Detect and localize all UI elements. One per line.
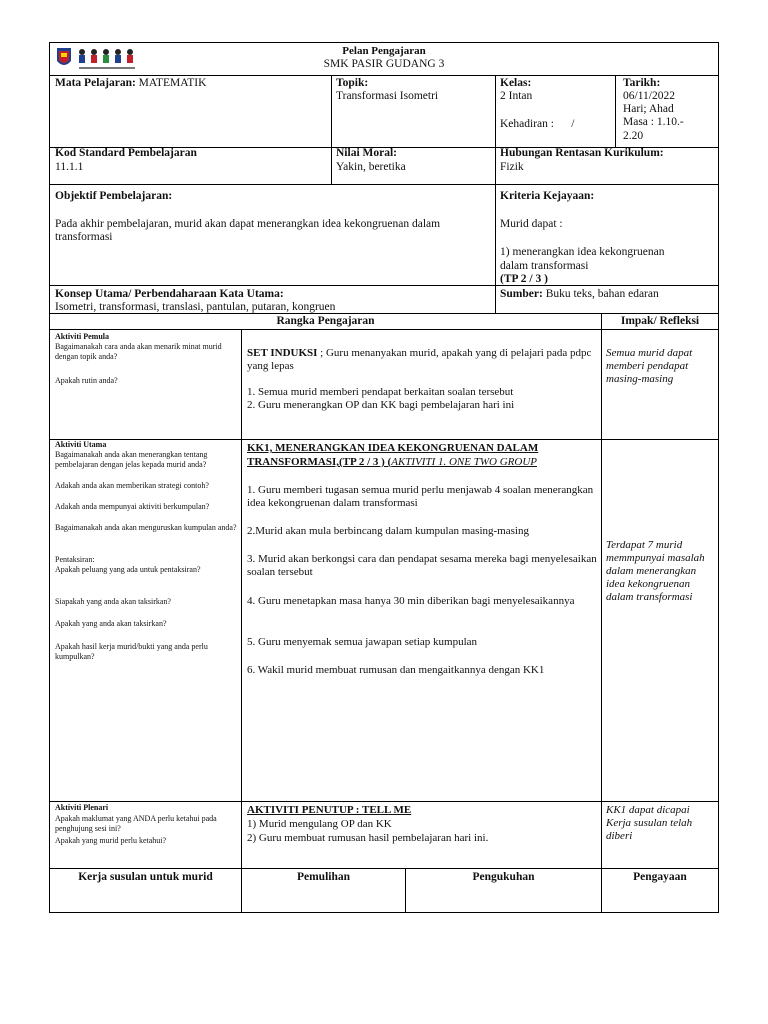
- utama-step3: 3. Murid akan berkongsi cara dan pendapat sesama mereka bagi menyelesaikan soalan tersebut: [247, 553, 597, 578]
- plan-title: Pelan Pengajaran: [342, 45, 426, 57]
- kriteria-label: Kriteria Kejayaan:: [500, 190, 595, 202]
- school-name: SMK PASIR GUDANG 3: [323, 58, 445, 70]
- kriteria-line3: dalam transformasi: [500, 260, 589, 272]
- pemula-step2: 2. Guru menerangkan OP dan KK bagi pembelajaran hari ini: [247, 399, 515, 411]
- utama-q2: Adakah anda akan memberikan strategi contoh?: [55, 481, 209, 490]
- utama-step1: 1. Guru memberi tugasan semua murid perlu menjawab 4 soalan menerangkan idea kekongruenan dalam transformasi: [247, 484, 594, 509]
- konsep-value: Isometri, transformasi, translasi, pantulan, putaran, kongruen: [55, 301, 336, 313]
- children-icon: [79, 49, 133, 63]
- pemulihan-header: Pemulihan: [296, 871, 351, 883]
- utama-q4: Bagaimanakah anda akan menguruskan kumpulan anda?: [55, 523, 237, 532]
- penutup-line1: 1) Murid mengulang OP dan KK: [247, 818, 392, 830]
- pemula-title: Aktiviti Pemula: [55, 332, 109, 341]
- utama-q7: Siapakah yang anda akan taksirkan?: [55, 597, 171, 606]
- kriteria-line4: (TP 2 / 3 ): [500, 273, 548, 285]
- nilai-value: Yakin, beretika: [336, 161, 406, 173]
- utama-title: Aktiviti Utama: [55, 440, 107, 449]
- plenari-title: Aktiviti Plenari: [55, 803, 109, 812]
- pemula-step1: 1. Semua murid memberi pendapat berkaitan soalan tersebut: [247, 386, 514, 398]
- topik-value: Transformasi Isometri: [336, 90, 439, 102]
- crest-icon: [57, 48, 71, 65]
- school-logo: [55, 45, 143, 73]
- pemula-q2: Apakah rutin anda?: [55, 376, 118, 385]
- masa: Masa : 1.10.-: [623, 116, 684, 128]
- tarikh-value: 06/11/2022: [623, 90, 675, 102]
- plenari-q2: Apakah yang murid perlu ketahui?: [55, 836, 167, 845]
- mata-pelajaran: Mata Pelajaran: MATEMATIK: [55, 77, 207, 89]
- pemula-impak: Semua murid dapat memberi pendapat masing-masing: [606, 347, 693, 385]
- kelas-value: 2 Intan: [500, 90, 533, 102]
- utama-q9: Apakah hasil kerja murid/bukti yang anda perlu kumpulkan?: [55, 642, 208, 661]
- hari: Hari; Ahad: [623, 103, 674, 115]
- utama-impak: Terdapat 7 murid memmpunyai masalah dalam menerangkan idea kekongruenan dalam transformasi: [606, 539, 705, 603]
- kelas-label: Kelas:: [500, 77, 532, 89]
- utama-q3: Adakah anda mempunyai aktiviti berkumpulan?: [55, 502, 210, 511]
- utama-step6: 6. Wakil murid membuat rumusan dan mengaitkannya dengan KK1: [247, 664, 545, 676]
- pengukuhan-header: Pengukuhan: [472, 871, 535, 883]
- utama-q8: Apakah yang anda akan taksirkan?: [55, 619, 167, 628]
- topik-label: Topik:: [336, 77, 369, 89]
- utama-q6: Apakah peluang yang ada untuk pentaksiran?: [55, 565, 201, 574]
- sumber: Sumber: Buku teks, bahan edaran: [500, 288, 659, 300]
- tarikh-label: Tarikh:: [623, 77, 661, 89]
- rangka-header: Rangka Pengajaran: [276, 315, 375, 327]
- penutup-heading: AKTIVITI PENUTUP : TELL ME: [247, 804, 412, 816]
- utama-step5: 5. Guru menyemak semua jawapan setiap kumpulan: [247, 636, 478, 648]
- kriteria-line1: Murid dapat :: [500, 218, 563, 230]
- penutup-line2: 2) Guru membuat rumusan hasil pembelajaran hari ini.: [247, 832, 489, 844]
- objektif-label: Objektif Pembelajaran:: [55, 190, 173, 202]
- pemula-q1: Bagaimanakah cara anda akan menarik minat murid dengan topik anda?: [55, 342, 222, 361]
- kod-label: Kod Standard Pembelajaran: [55, 147, 197, 159]
- kod-value: 11.1.1: [55, 161, 84, 173]
- pengayaan-header: Pengayaan: [633, 871, 687, 883]
- masa-end: 2.20: [623, 130, 644, 142]
- kk1-heading-1: KK1, MENERANGKAN IDEA KEKONGRUENAN DALAM: [247, 442, 539, 454]
- utama-step2: 2.Murid akan mula berbincang dalam kumpulan masing-masing: [247, 525, 529, 537]
- plenari-q1: Apakah maklumat yang ANDA perlu ketahui pada penghujung sesi ini?: [55, 814, 217, 833]
- penutup-impak: KK1 dapat dicapai Kerja susulan telah diberi: [606, 804, 693, 842]
- set-induksi: SET INDUKSI ; Guru menanyakan murid, apakah yang di pelajari pada pdpc yang lepas: [247, 347, 592, 372]
- kehadiran: Kehadiran : /: [500, 118, 575, 130]
- kriteria-line2: 1) menerangkan idea kekongruenan: [500, 246, 665, 258]
- nilai-label: Nilai Moral:: [336, 147, 397, 159]
- utama-q5: Pentaksiran:: [55, 555, 95, 564]
- utama-step4: 4. Guru menetapkan masa hanya 30 min diberikan bagi menyelesaikannya: [247, 595, 575, 607]
- konsep-label: Konsep Utama/ Perbendaharaan Kata Utama:: [55, 288, 284, 300]
- kerja-susulan-header: Kerja susulan untuk murid: [78, 871, 213, 883]
- utama-q1: Bagaimanakah anda akan menerangkan tentang pembelajaran dengan jelas kepada murid anda?: [55, 450, 208, 469]
- hubungan-label: Hubungan Rentasan Kurikulum:: [500, 147, 664, 159]
- impak-header: Impak/ Refleksi: [620, 315, 700, 327]
- kk1-heading-2: TRANSFORMASI,(TP 2 / 3 ) (AKTIVITI 1. ONE TWO GROUP: [247, 456, 537, 468]
- objektif-text: Pada akhir pembelajaran, murid akan dapat menerangkan idea kekongruenan dalam transformasi: [55, 218, 441, 243]
- hubungan-value: Fizik: [500, 161, 524, 173]
